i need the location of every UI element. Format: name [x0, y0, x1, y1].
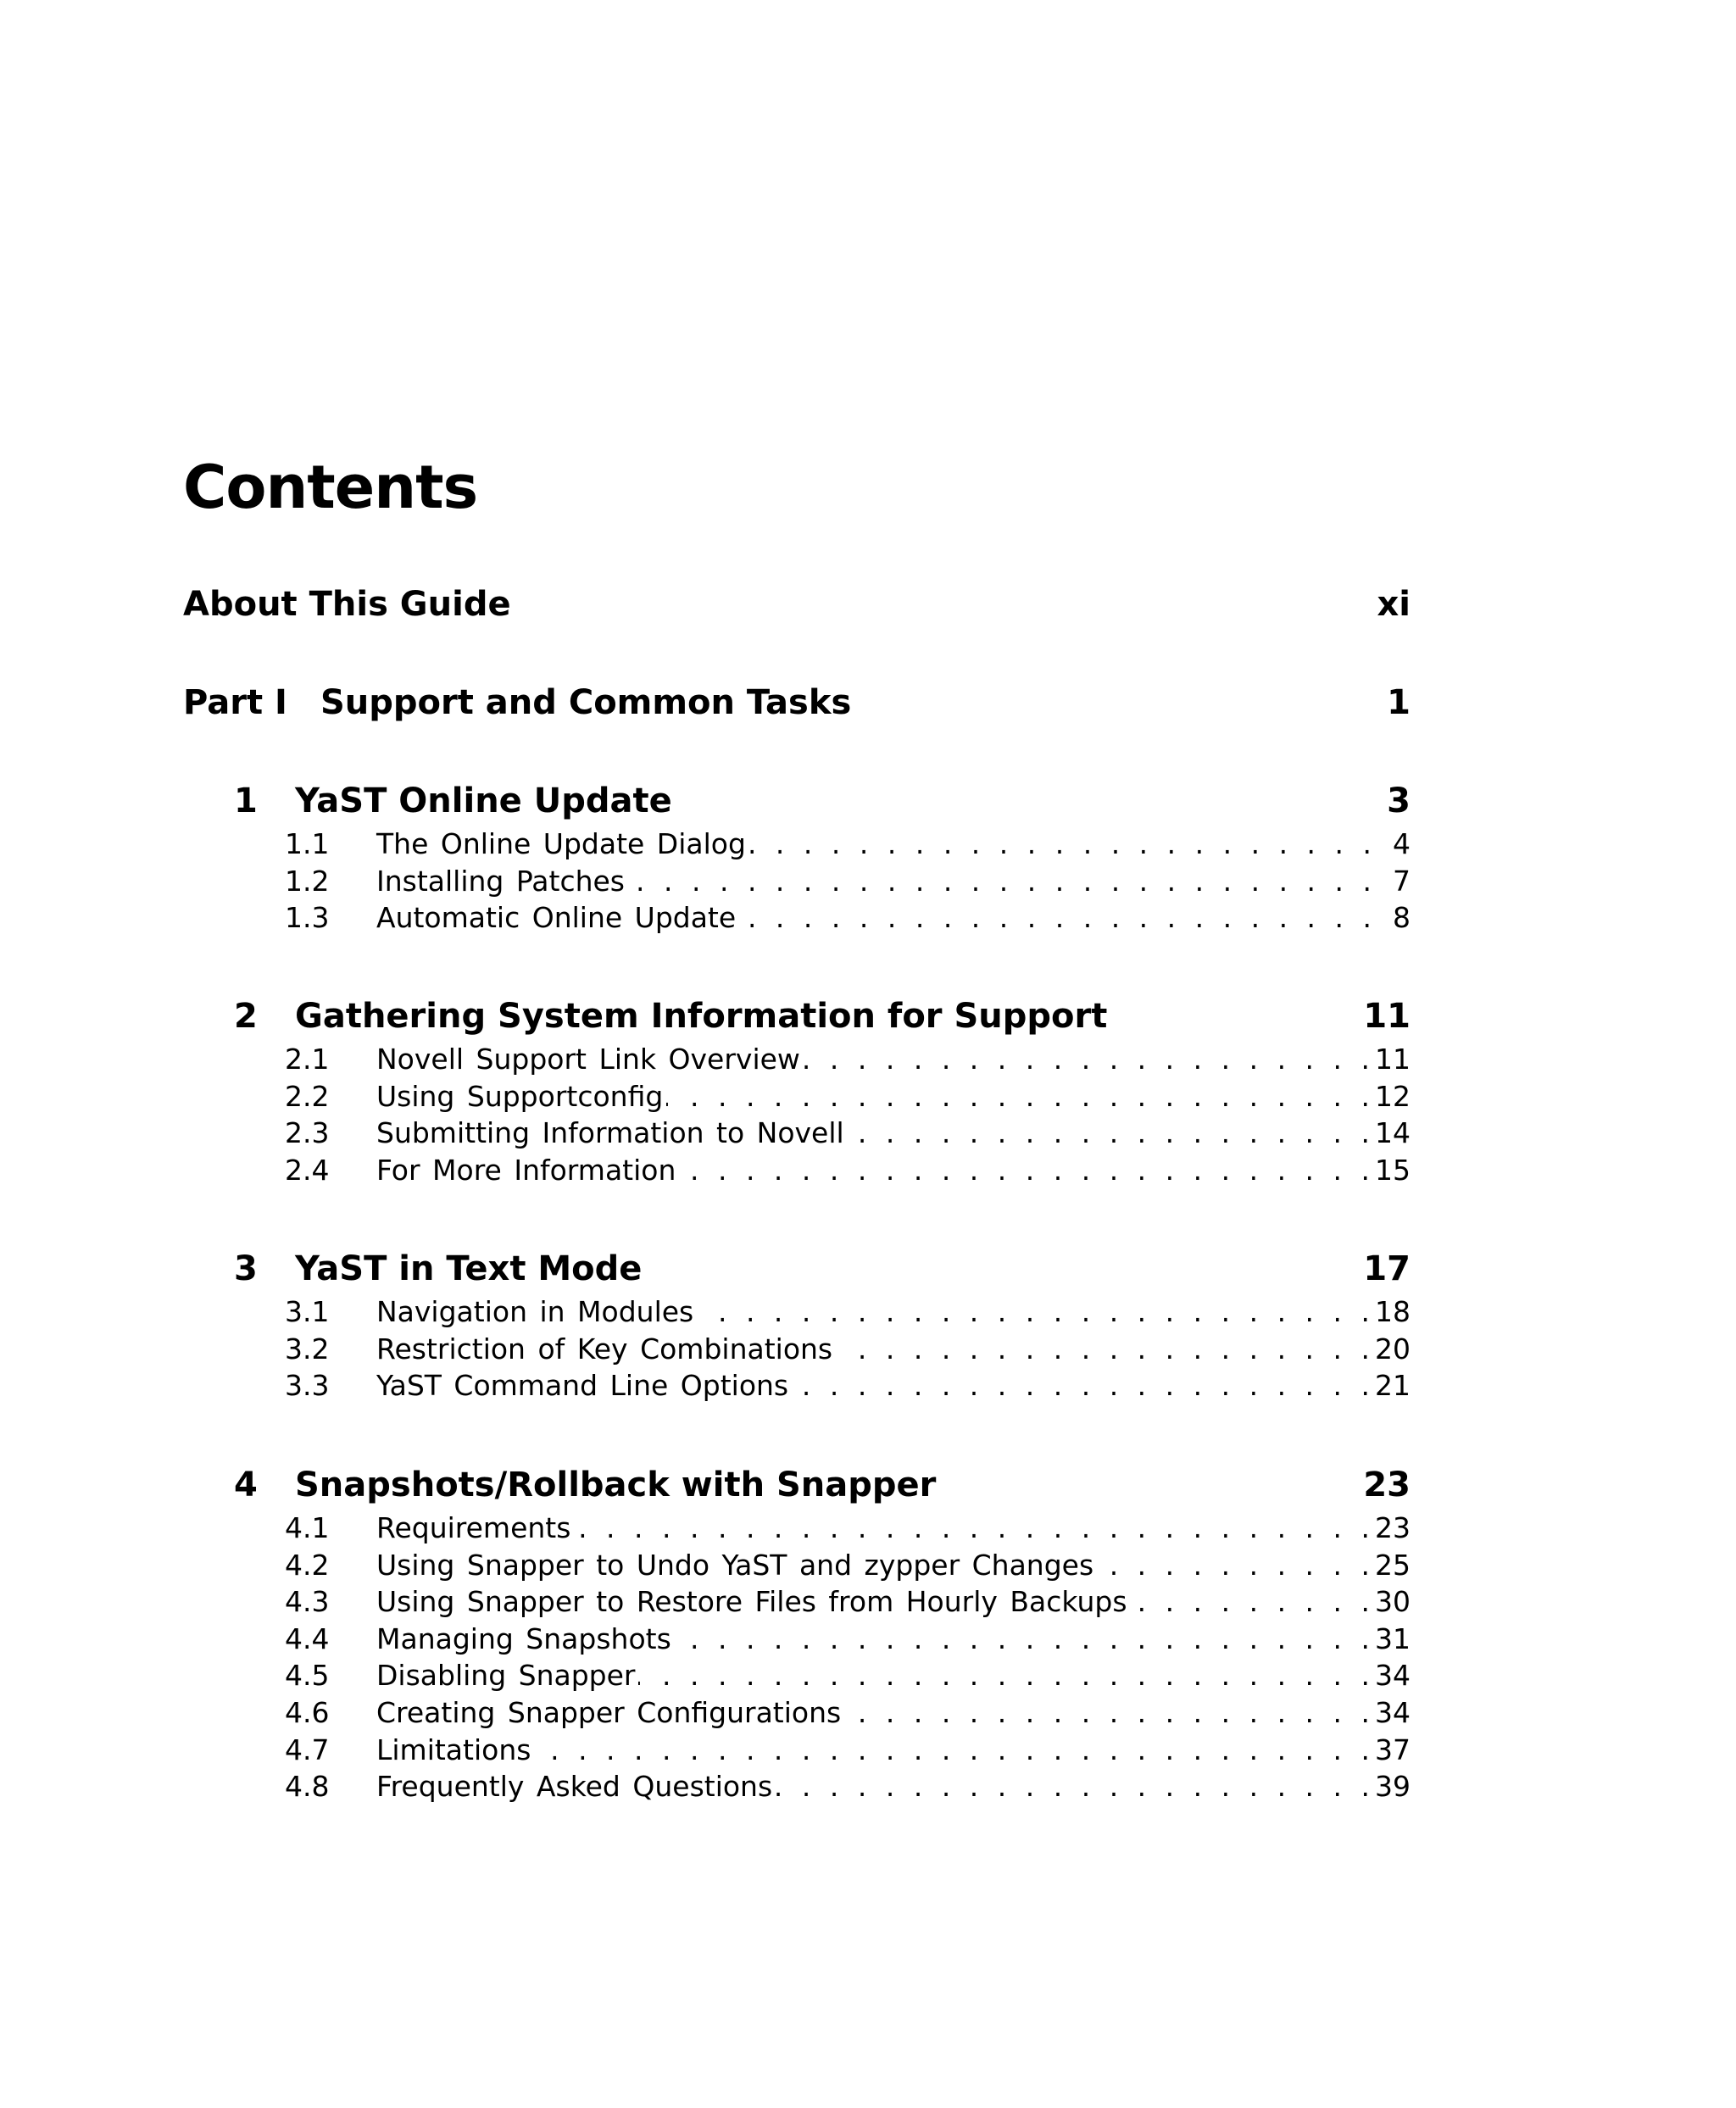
section-page: 15 — [1375, 1153, 1410, 1187]
toc-section[interactable] — [285, 1547, 1410, 1584]
toc-section[interactable] — [285, 1115, 1410, 1152]
toc-chapter-heading[interactable] — [234, 995, 1410, 1037]
dot-leader — [1097, 1547, 1370, 1584]
toc-chapter-2 — [234, 995, 1410, 1188]
section-page: 34 — [1375, 1695, 1410, 1729]
toc-chapter-4 — [234, 1464, 1410, 1805]
chapter-title: Gathering System Information for Support — [295, 997, 1108, 1036]
toc-section[interactable] — [285, 1331, 1410, 1368]
section-number: 4.2 — [285, 1548, 330, 1582]
toc-chapter-heading[interactable] — [234, 780, 1410, 822]
dot-leader — [749, 826, 1372, 863]
section-number: 4.3 — [285, 1585, 330, 1619]
part-number: Part I — [183, 683, 287, 722]
section-page: 34 — [1375, 1659, 1410, 1693]
chapter-number: 2 — [234, 997, 258, 1036]
section-number: 4.8 — [285, 1770, 330, 1804]
section-number: 2.4 — [285, 1153, 330, 1187]
section-number: 2.2 — [285, 1079, 330, 1113]
section-number: 3.2 — [285, 1332, 330, 1365]
section-page: 20 — [1375, 1332, 1410, 1365]
chapter-page: 23 — [1363, 1466, 1410, 1505]
section-page: 14 — [1375, 1116, 1410, 1150]
section-title: Installing Patches — [376, 864, 625, 898]
dot-leader — [697, 1293, 1370, 1331]
section-page: 25 — [1375, 1548, 1410, 1582]
dot-leader — [638, 1657, 1370, 1694]
dot-leader — [666, 1078, 1370, 1115]
chapter-title: YaST Online Update — [295, 781, 672, 820]
toc-section[interactable] — [285, 1367, 1410, 1404]
toc-entry-label: About This Guide — [183, 585, 511, 624]
section-title: Using Snapper to Undo YaST and zypper Changes — [376, 1548, 1094, 1582]
section-page: 8 — [1393, 901, 1410, 935]
toc-entry-part-1[interactable] — [183, 681, 1410, 724]
section-title: Restriction of Key Combinations — [376, 1332, 833, 1365]
part-page: 1 — [1387, 683, 1410, 722]
section-page: 12 — [1375, 1079, 1410, 1113]
section-title: For More Information — [376, 1153, 676, 1187]
toc-section[interactable] — [285, 1657, 1410, 1694]
page-title: Contents — [183, 453, 478, 522]
section-title: Automatic Online Update — [376, 901, 737, 935]
section-page: 23 — [1375, 1511, 1410, 1544]
toc-section[interactable] — [285, 1078, 1410, 1115]
chapter-page: 17 — [1363, 1249, 1410, 1288]
toc-section[interactable] — [285, 1510, 1410, 1547]
section-title: Requirements — [376, 1511, 571, 1544]
section-title: Frequently Asked Questions — [376, 1770, 773, 1804]
section-number: 4.1 — [285, 1511, 330, 1544]
toc-chapter-heading[interactable] — [234, 1464, 1410, 1506]
toc-chapter-heading[interactable] — [234, 1248, 1410, 1290]
dot-leader — [534, 1732, 1370, 1769]
section-number: 4.4 — [285, 1621, 330, 1655]
chapter-title: YaST in Text Mode — [295, 1249, 643, 1288]
toc-section[interactable] — [285, 1768, 1410, 1805]
section-number: 1.3 — [285, 901, 330, 935]
section-title: Limitations — [376, 1733, 531, 1766]
chapter-number: 1 — [234, 781, 258, 820]
dot-leader — [848, 1115, 1370, 1152]
section-title: Managing Snapshots — [376, 1621, 671, 1655]
section-title: Disabling Snapper — [376, 1659, 636, 1693]
section-page: 4 — [1393, 827, 1410, 860]
dot-leader — [675, 1621, 1370, 1658]
section-number: 1.2 — [285, 864, 330, 898]
section-page: 37 — [1375, 1733, 1410, 1766]
section-page: 21 — [1375, 1369, 1410, 1403]
section-number: 1.1 — [285, 827, 330, 860]
section-title: YaST Command Line Options — [376, 1369, 789, 1403]
toc-chapter-3 — [234, 1248, 1410, 1404]
toc-section[interactable] — [285, 1152, 1410, 1189]
section-number: 4.7 — [285, 1733, 330, 1766]
toc-section[interactable] — [285, 899, 1410, 937]
section-page: 7 — [1393, 864, 1410, 898]
dot-leader — [844, 1694, 1370, 1732]
toc-section[interactable] — [285, 1041, 1410, 1078]
toc-section[interactable] — [285, 863, 1410, 900]
dot-leader — [628, 863, 1372, 900]
section-number: 3.1 — [285, 1295, 330, 1328]
dot-leader — [1131, 1583, 1370, 1621]
section-number: 4.5 — [285, 1659, 330, 1693]
section-page: 39 — [1375, 1770, 1410, 1804]
toc-section[interactable] — [285, 1583, 1410, 1621]
chapter-page: 3 — [1387, 781, 1410, 820]
section-title: Creating Snapper Configurations — [376, 1695, 842, 1729]
dot-leader — [792, 1367, 1370, 1404]
section-page: 30 — [1375, 1585, 1410, 1619]
toc-entry-page: xi — [1377, 585, 1410, 624]
section-number: 3.3 — [285, 1369, 330, 1403]
toc-section[interactable] — [285, 826, 1410, 863]
dot-leader — [804, 1041, 1370, 1078]
toc-section[interactable] — [285, 1694, 1410, 1732]
dot-leader — [574, 1510, 1370, 1547]
section-number: 2.1 — [285, 1043, 330, 1076]
section-number: 2.3 — [285, 1116, 330, 1150]
part-title: Support and Common Tasks — [320, 683, 852, 722]
section-page: 18 — [1375, 1295, 1410, 1328]
dot-leader — [776, 1768, 1370, 1805]
section-number: 4.6 — [285, 1695, 330, 1729]
section-page: 11 — [1375, 1043, 1410, 1076]
chapter-title: Snapshots/Rollback with Snapper — [295, 1466, 937, 1505]
toc-section[interactable] — [285, 1621, 1410, 1658]
dot-leader — [836, 1331, 1370, 1368]
chapter-number: 4 — [234, 1466, 258, 1505]
section-title: Using Snapper to Restore Files from Hourly Backups — [376, 1585, 1127, 1619]
toc-section[interactable] — [285, 1732, 1410, 1769]
chapter-number: 3 — [234, 1249, 258, 1288]
section-title: Using Supportconfig — [376, 1079, 664, 1113]
dot-leader — [739, 899, 1372, 937]
section-title: Novell Support Link Overview — [376, 1043, 800, 1076]
dot-leader — [679, 1152, 1370, 1189]
section-title: Submitting Information to Novell — [376, 1116, 844, 1150]
chapter-page: 11 — [1363, 997, 1410, 1036]
section-title: The Online Update Dialog — [376, 827, 746, 860]
toc-entry-about-this-guide[interactable] — [183, 583, 1410, 626]
toc-chapter-1 — [234, 780, 1410, 937]
section-page: 31 — [1375, 1621, 1410, 1655]
toc-section[interactable] — [285, 1293, 1410, 1331]
section-title: Navigation in Modules — [376, 1295, 694, 1328]
